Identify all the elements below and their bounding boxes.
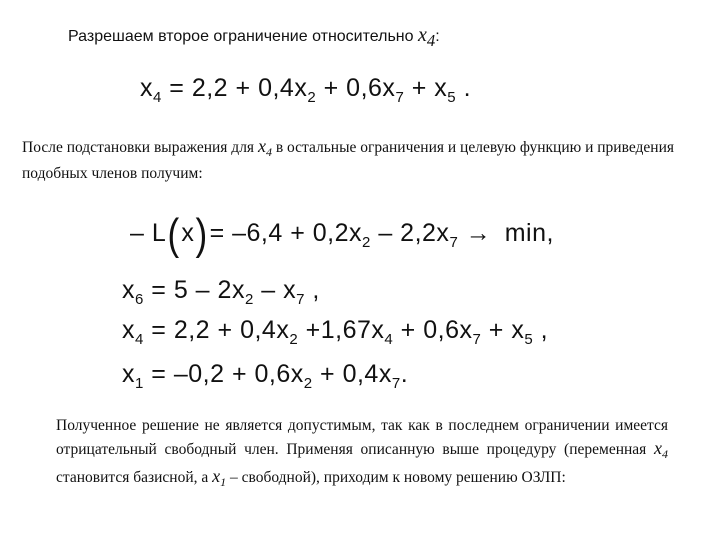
intro-line xyxy=(68,24,440,51)
constraint-x1: $x_1 = -0,2 + 0,6x_2 + 0,4x_7$. xyxy=(122,360,409,392)
constraint-x6: $x_6 = 5 - 2x_2 - x_7$ , xyxy=(122,276,320,308)
arrow-symbol: → xyxy=(465,219,492,247)
para2-variable-x4: $x_4$ xyxy=(654,438,669,461)
objective-function: – $L(x)= -6,4 + 0,2x_2 - 2,2x_7 \to \min$, xyxy=(130,210,554,259)
intro-text: Разрешаем второе ограничение относительно xyxy=(68,28,414,45)
min-label: min xyxy=(504,219,547,247)
constraint-x4: $x_4 = 2,2 + 0,4x_2 +1,67x_4 + 0,6x_7 + x_5$ , xyxy=(122,316,549,348)
para1-variable: $x_4$ xyxy=(257,136,272,159)
paragraph-substitution: После подстановки выражения для $x_4$ в остальные ограничения и целевую функцию и приведения подобных членов получим: xyxy=(22,136,674,182)
intro-colon: : xyxy=(435,28,440,45)
paragraph-conclusion: Полученное решение не является допустимым, так как в последнем ограничении имеется отрицательный свободный член. Применяя описанную выше процедуру (переменная $x_4$ становится базисной, а $x_1$ – свободной), приходим к новому решению ОЗЛП: xyxy=(56,417,669,489)
equation-x4: $x_4 = 2,2 + 0,4x_2 + 0,6x_7 + x_5$ . xyxy=(140,74,472,106)
para2-variable-x1: $x_1$ xyxy=(212,466,227,489)
intro-variable: $x_4$ xyxy=(417,24,436,50)
